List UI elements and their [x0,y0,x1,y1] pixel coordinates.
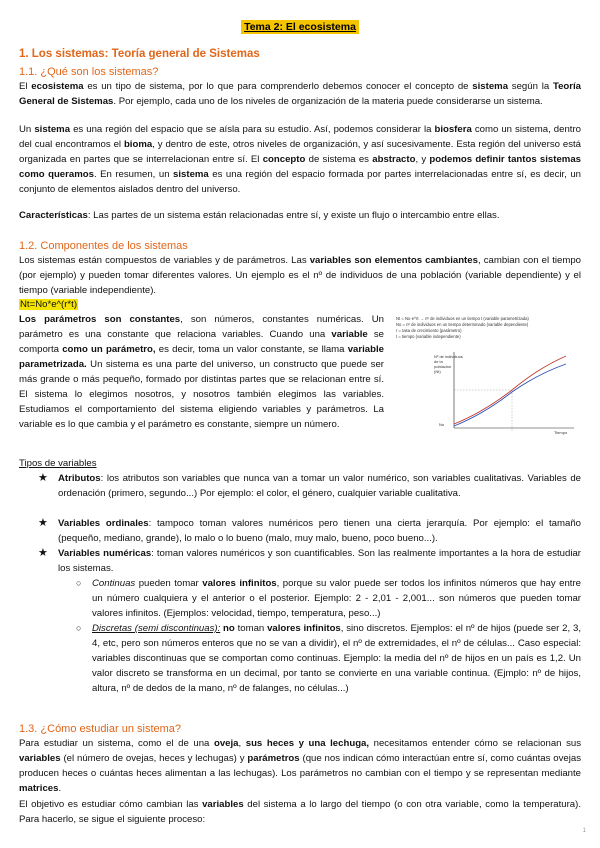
figure-caption-line: t = tiempo (variable independiente) [396,334,461,339]
text-run: Variables numéricas [58,548,152,559]
text-run: como un parámetro, [62,344,156,355]
text-run: , son números, constantes numéricas. Un parámetro es una constante que relaciona variables. Cuando una [19,314,384,340]
text-run: Los sistemas están compuestos de variables y de parámetros. Las [19,255,310,266]
text-run: (el número de ovejas, heces y lechugas) y [60,753,248,764]
text-run: Un [19,124,35,135]
text-run: . [58,783,62,794]
figure-caption-line: r = tasa de crecimiento (parámetro) [396,328,462,333]
figure-xlabel: Tiempo [554,430,568,435]
figure-ylabel-line: población [434,364,452,369]
list-item-text [58,471,581,501]
text-run: variable [331,329,368,340]
text-run: sus heces y una lechuga, [245,738,370,749]
figure-caption-line: No = nº de individuos en un tiempo determinado (variable dependiente) [396,322,529,327]
text-run: Teoría General de Sistemas [19,81,582,107]
text-run: , y dentro de este, otros niveles de organización, y así sucesivamente. Esta región del universo está organizada en partes que se interrelacionan entre sí. El [19,139,581,165]
text-run: , y [415,154,430,165]
text-run: se comporta [19,329,384,355]
text-run: Para estudiar un sistema, como el de una [19,738,214,749]
list-item [40,516,581,546]
text-run: biosfera [434,124,472,135]
text-run: : tampoco toman valores numéricos pero tienen una cierta jerarquía. Por ejemplo: el tamaño (pequeño, mediano, grande), lo malo o lo bueno (malo, muy malo, bueno, poco bueno...). [58,518,581,544]
circle-bullet-icon: ○ [76,578,82,588]
page-number: 1 [582,828,586,834]
text-run: El objetivo es estudiar cómo cambian las [19,799,203,810]
text-run: . Por ejemplo, cada uno de los niveles de organización de la materia puede considerarse un sistema. [113,96,543,107]
text-run: necesitamos entender cómo se relacionan sus [369,738,581,749]
formula: Nt=No*e^(r*t) [20,299,78,310]
text-run: Continuas [92,578,136,589]
text-run: sistema [173,169,209,180]
text-run: , sino discretos. Ejemplos: el nº de hijos (puede ser 2, 3, 4, etc, pero son números enteros que no se van a dividir), el nº de extremidades, el nº de células... Caso especial: variables discontinuas que se comportan como continuas. Ejemplo: la media del nº de hijos en un país es 1,2. Un valor discreto se transforma en un decimal, por tanto se convierte en una variable continua. (Ejmplo: nº de hijos, altura, nº de dedos de la mano, nº de falanges, no células...) [92,623,581,694]
subsection-heading-1-1: 1.1. ¿Qué son los sistemas? [19,66,159,78]
text-run: es una región del espacio formada por partes interrelacionadas entre sí, es decir, un conjunto de elementos aislados dentro del universo. [19,169,581,195]
figure-ylabel-line: de la [434,359,443,364]
text-run: bioma [123,139,153,150]
figure-caption-line: Nt = No·e^rt → nº de individuos en un tiempo t (variable parametrizada) [396,316,529,321]
subsection-heading-1-3: 1.3. ¿Cómo estudiar un sistema? [19,723,182,735]
figure-ylabel-line: (Nt) [434,369,441,374]
text-run: , [238,738,246,749]
figure-curve-red [454,356,566,424]
text-run: pueden tomar [135,578,203,589]
list-item-text [92,576,581,621]
figure-ylabel-line: Nº de individuos [434,354,463,359]
text-run: El [19,81,32,92]
text-run: Un sistema es una parte del universo, un constructo que puede ser más grande o más pequeño, formado por distintas partes que se relacionan entre sí. El sistema lo elegimos nosotros, y nosotros también elegimos las variables. Estudiamos el comportamiento del sistema eligiendo variables y parámetros. La variable es lo que cambia y el parámetro es constante, siempre un número. [19,359,384,430]
list-item [40,546,581,576]
text-run: variables [202,799,244,810]
paragraph-componentes [19,253,581,298]
list-item [40,471,581,501]
subsection-heading-1-2: 1.2. Componentes de los sistemas [19,240,188,252]
section-heading-1: 1. Los sistemas: Teoría general de Sistemas [19,48,260,60]
text-run: : los atributos son variables que nunca van a tomar un valor numérico, son variables cualitativas. Variables de ordenación (primero, segundo...) Por ejemplo: el color, el género, cualquier variable cualitativa. [58,473,581,499]
text-run: del sistema a lo largo del tiempo (o con otra variable, como la temperatura). Para hacerlo, se sigue el siguiente proceso: [19,799,581,825]
paragraph-caracteristicas [19,208,581,223]
text-run: variable parametrizada. [19,344,384,370]
list-item-text [58,516,581,546]
text-run: . En resumen, un [93,169,174,180]
list-item-text [92,621,581,696]
text-run: es un tipo de sistema, por lo que para comprenderlo debemos conocer el concepto de [83,81,473,92]
text-run: Características [19,210,88,221]
title-wrap [0,17,600,35]
paragraph-ecosistema [19,79,581,109]
text-run: variables [19,753,61,764]
text-run: podemos definir tantos sistemas como queramos [19,154,581,180]
text-run: variables son elementos cambiantes [309,255,478,266]
paragraph-parametros [19,312,384,432]
text-run: Los parámetros son constantes [19,314,181,325]
text-run: Variables ordinales [58,518,149,529]
text-run: de sistema es [305,154,373,165]
types-heading: Tipos de variables [19,458,97,469]
text-run: no [223,623,235,634]
text-run: oveja [213,738,239,749]
star-bullet-icon: ★ [38,472,48,484]
text-run: sistema [472,81,509,92]
text-run: valores infinitos [202,578,277,589]
paragraph-sistema-definicion [19,122,581,197]
text-run: , porque su valor puede ser todos los infinitos números que hay entre un número cualquiera y el anterior o el posterior. Ejemplo: 2 - 2,01 - 2,001... son números que pueden tomar valores infinitos. (Ejemplos: velocidad, tiempo, temperatura, peso...) [92,578,581,619]
list-item [76,621,581,696]
circle-bullet-icon: ○ [76,623,82,633]
text-run: como un sistema, dentro del cual encontramos el [19,124,581,150]
text-run: valores infinitos [267,623,341,634]
text-run: , cambian con el tiempo (por ejemplo) y pueden tomar diferentes valores. Un ejemplo es el nº de individuos de una población (variable dependiente) y el tiempo (variable independiente). [19,255,582,296]
figure-y0-label: No [439,422,445,427]
text-run: parámetros [247,753,300,764]
text-run: : toman valores numéricos y son cuantificables. Son las realmente importantes a la hora de estudiar los sistemas. [58,548,581,574]
text-run: sistema [34,124,71,135]
star-bullet-icon: ★ [38,547,48,559]
list-item-text [58,546,581,576]
text-run: ecosistema [31,81,84,92]
list-item [76,576,581,621]
page-title: Tema 2: El ecosistema [241,20,359,34]
text-run: matrices [19,783,59,794]
paragraph-estudiar-sistema [19,736,581,796]
text-run: (que nos indican cómo interactúan entre sí, como cuántas ovejas producen heces o cuántas heces alimentan a las lechugas). Los parámetros no cambian con el tiempo y se representan mediante [19,753,581,779]
text-run: según la [508,81,553,92]
text-run: concepto [262,154,306,165]
text-run: toman [234,623,268,634]
text-run: : Las partes de un sistema están relacionadas entre sí, y existe un flujo o intercambio entre ellas. [87,210,500,221]
growth-curve-figure [394,314,580,438]
text-run: Atributos [58,473,101,484]
text-run: es una región del espacio que se aísla para su estudio. Así, podemos considerar la [70,124,435,135]
text-run: Discretas (semi discontinuas): [92,623,221,634]
formula-line [19,297,78,312]
text-run: es decir, toma un valor constante, se llama [155,344,348,355]
paragraph-objetivo [19,797,581,827]
star-bullet-icon: ★ [38,517,48,529]
text-run: abstracto [372,154,416,165]
